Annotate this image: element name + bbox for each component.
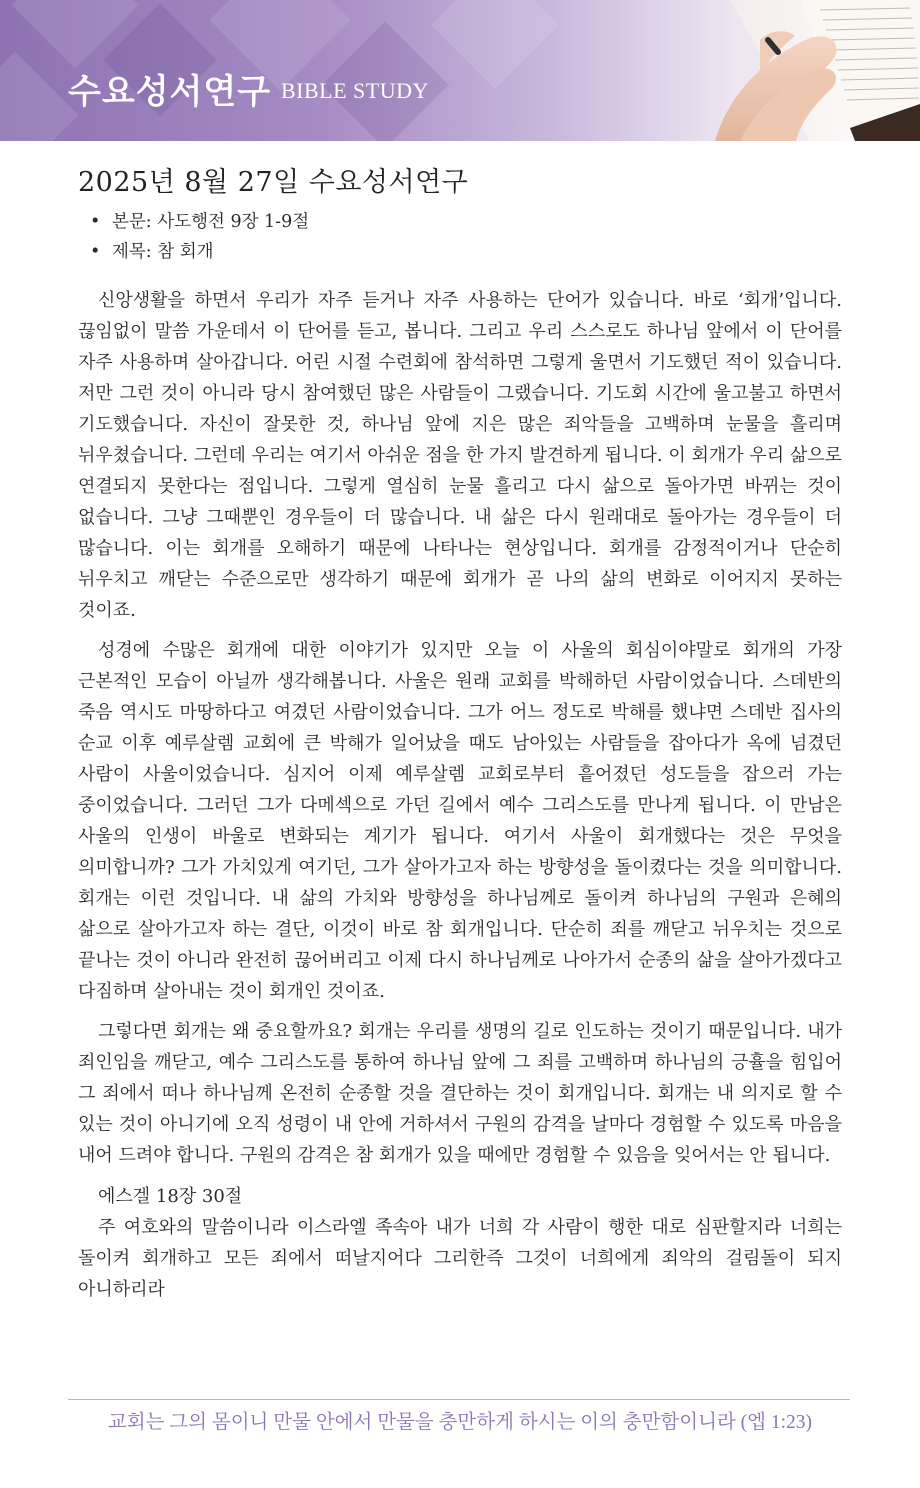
body-paragraph: 신앙생활을 하면서 우리가 자주 듣거나 자주 사용하는 단어가 있습니다. 바로 ‘회개’입니다. 끊임없이 말씀 가운데서 이 단어를 듣고, 봅니다. 그리고 우리 스스로도 하나님 앞에서 이 단어를 자주 사용하며 살아갑니다. 어린 시절 수련회에 참석하면 그렇게 울면서 기도했던 적이 있습니다. 저만 그런 것이 아니라 당시 참여했던 많은 사람들이 그랬습니다. 기도회 시간에 울고불고 하면서 기도했습니다. 자신이 잘못한 것, 하나님 앞에 지은 많은 죄악들을 고백하며 눈물을 흘리며 뉘우쳤습니다. 그런데 우리는 여기서 아쉬운 점을 한 가지 발견하게 됩니다. 이 회개가 우리 삶으로 연결되지 못한다는 점입니다. 그렇게 열심히 눈물 흘리고 다시 삶으로 돌아가면 바뀌는 것이 없습니다. 그냥 그때뿐인 경우들이 더 많습니다. 내 삶은 다시 원래대로 돌아가는 경우들이 더 많습니다. 이는 회개를 오해하기 때문에 나타나는 현상입니다. 회개를 감정적이거나 단순히 뉘우치고 깨닫는 수준으로만 생각하기 때문에 회개가 곧 나의 삶의 변화로 이어지지 못하는 것이죠. bbox=[78, 290, 842, 621]
body-paragraph: 그렇다면 회개는 왜 중요할까요? 회개는 우리를 생명의 길로 인도하는 것이기 때문입니다. 내가 죄인임을 깨닫고, 예수 그리스도를 통하여 하나님 앞에 그 죄를 고백하며 하나님의 긍휼을 힘입어 그 죄에서 떠나 하나님께 온전히 순종할 것을 결단하는 것이 회개입니다. 회개는 내 의지로 할 수 있는 것이 아니기에 오직 성령이 내 안에 거하셔서 구원의 감격을 날마다 경험할 수 있도록 마음을 내어 드려야 합니다. 구원의 감격은 참 회개가 있을 때에만 경험할 수 있음을 잊어서는 안 됩니다. bbox=[78, 1021, 842, 1166]
verse-text: 주 여호와의 말씀이니라 이스라엘 족속아 내가 너희 각 사람이 행한 대로 심판할지라 너희는 돌이켜 회개하고 모든 죄에서 떠날지어다 그리한즉 그것이 너희에게 죄악의 걸림돌이 되지 아니하리라 bbox=[78, 1217, 842, 1300]
meta-list bbox=[78, 207, 842, 267]
verse-reference: 에스겔 18장 30절 bbox=[98, 1186, 243, 1207]
passage-item: • 본문: 사도행전 9장 1-9절 bbox=[90, 207, 842, 237]
footer-verse: 교회는 그의 몸이니 만물 안에서 만물을 충만하게 하시는 이의 충만함이니라 (엡 1:23) bbox=[107, 1412, 813, 1433]
article bbox=[78, 160, 842, 1305]
header-banner bbox=[0, 0, 920, 141]
praying-hands-on-bible-icon bbox=[620, 0, 920, 141]
subject-item: • 제목: 참 회개 bbox=[90, 237, 842, 267]
body-paragraph: 성경에 수많은 회개에 대한 이야기가 있지만 오늘 이 사울의 회심이야말로 회개의 가장 근본적인 모습이 아닐까 생각해봅니다. 사울은 원래 교회를 박해하던 사람이었습니다. 스데반의 죽음 역시도 마땅하다고 여겼던 사람이었습니다. 그가 어느 정도로 박해를 했냐면 스데반 집사의 순교 이후 예루살렘 교회에 큰 박해가 일어났을 때도 남아있는 사람들을 잡아다가 옥에 넘겼던 사람이 사울이었습니다. 심지어 이제 예루살렘 교회로부터 흩어졌던 성도들을 잡으러 가는 중이었습니다. 그러던 그가 다메섹으로 가던 길에서 예수 그리스도를 만나게 됩니다. 이 만남은 사울의 인생이 바울로 변화되는 계기가 됩니다. 여기서 사울이 회개했다는 것은 무엇을 의미합니까? 그가 가치있게 여기던, 그가 살아가고자 하는 방향성을 돌이켰다는 것을 의미합니다. 회개는 이런 것입니다. 내 삶의 가치와 방향성을 하나님께로 돌이켜 하나님의 구원과 은혜의 삶으로 살아가고자 하는 결단, 이것이 바로 참 회개입니다. 단순히 죄를 깨닫고 뉘우치는 것으로 끝나는 것이 아니라 완전히 끊어버리고 이제 다시 하나님께로 나아가서 순종의 삶을 살아가겠다고 다짐하며 살아내는 것이 회개인 것이죠. bbox=[78, 640, 842, 1002]
banner-subtitle: BIBLE STUDY bbox=[281, 78, 429, 103]
footer-divider bbox=[68, 1399, 850, 1400]
banner-pattern-tile bbox=[0, 51, 79, 141]
page-title: 2025년 8월 27일 수요성서연구 bbox=[78, 167, 469, 198]
banner-pattern-tile bbox=[431, 0, 558, 89]
banner-title: 수요성서연구 bbox=[68, 72, 272, 112]
